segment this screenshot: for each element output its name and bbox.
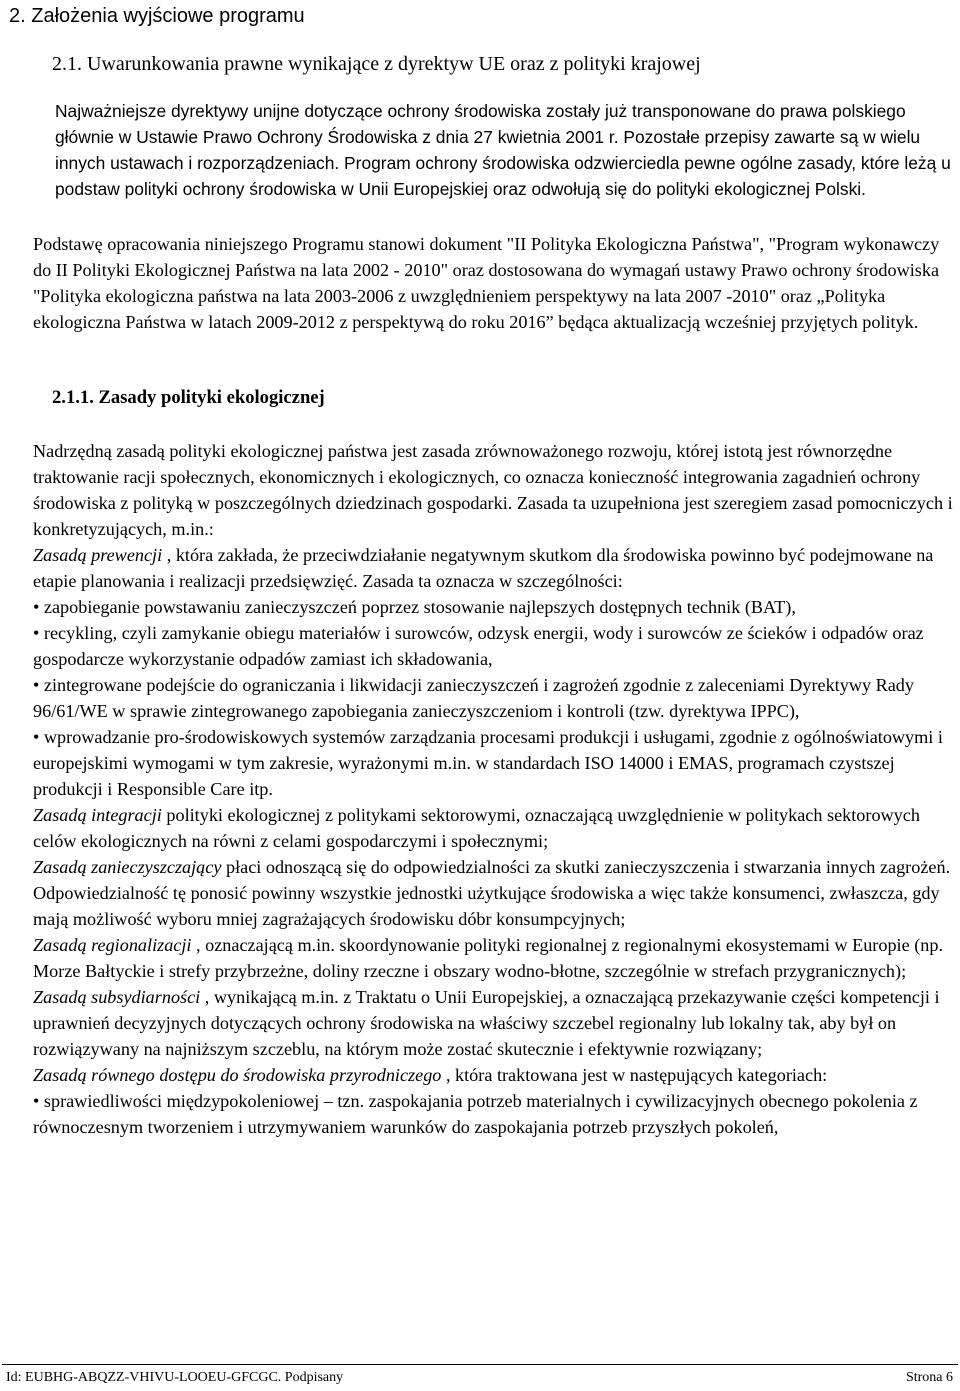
subsection-heading: 2.1. Uwarunkowania prawne wynikające z dyrektyw UE oraz z polityki krajowej <box>52 53 701 75</box>
subsidiarity-principle <box>33 984 958 1062</box>
prevention-term: Zasadą prewencji <box>33 545 163 565</box>
integration-text: polityki ekologicznej z politykami sektorowymi, oznaczającą uwzględnienie w politykach sektorowych celów ekologicznych na równi z celami gospodarczymi i społecznymi; <box>33 805 920 851</box>
regionalization-principle <box>33 932 958 984</box>
intro-text-2: Program ochrony środowiska odzwierciedla pewne ogólne zasady, które leżą u podstaw polityki ochrony środowiska w Unii Europejskiej oraz odwołują się do polityki ekologicznej Polski. <box>55 153 951 199</box>
bullet-item: • wprowadzanie pro-środowiskowych systemów zarządzania procesami produkcji i usługami, zgodnie z ogólnoświatowymi i europejskimi wymogami w tym zakresie, wyrażonymi m.in. w standardach ISO 14000 i EMAS, programach czystszej produkcji i Responsible Care itp. <box>33 727 943 799</box>
section-heading: 2. Założenia wyjściowe programu <box>9 5 305 27</box>
document-id: Id: EUBHG-ABQZZ-VHIVU-LOOEU-GFCGC. Podpisany <box>6 1370 344 1385</box>
intro-text-1: Najważniejsze dyrektywy unijne dotyczące ochrony środowiska zostały już transponowane do prawa polskiego głównie w Ustawie Prawo Ochrony Środowiska z dnia 27 kwietnia 2001 r. Pozostałe przepisy zawarte są w wielu innych ustawach i rozporządzeniach. <box>55 101 921 173</box>
integration-principle <box>33 802 958 854</box>
equal-access-text: , która traktowana jest w następujących kategoriach: <box>441 1065 828 1085</box>
bullet-item: • zapobieganie powstawaniu zanieczyszczeń poprzez stosowanie najlepszych dostępnych technik (BAT), <box>33 597 796 617</box>
regionalization-text: , oznaczającą m.in. skoordynowanie polityki regionalnej z regionalnymi ekosystemami w Europie (np. Morze Bałtyckie i strefy przybrzeżne, doliny rzeczne i obszary wodno-błotne, szczególnie w strefach przygranicznych); <box>33 935 944 981</box>
principles-block <box>33 438 958 1140</box>
prevention-principle <box>33 542 958 594</box>
intro-block-2 <box>33 231 958 335</box>
regionalization-term: Zasadą regionalizacji <box>33 935 192 955</box>
footer-divider <box>2 1364 958 1365</box>
bullet-item: • recykling, czyli zamykanie obiegu materiałów i surowców, odzysk energii, wody i surowców ze ścieków i odpadów oraz gospodarcze wykorzystanie odpadów zamiast ich składowania, <box>33 623 924 669</box>
polluter-pays-principle <box>33 854 958 932</box>
bullet-item: • sprawiedliwości międzypokoleniowej – tzn. zaspokajania potrzeb materialnych i cywilizacyjnych obecnego pokolenia z równoczesnym tworzeniem i utrzymywaniem warunków do zaspokajania potrzeb przyszłych pokoleń, <box>33 1091 918 1137</box>
integration-term: Zasadą integracji <box>33 805 162 825</box>
polluter-pays-text: płaci odnoszącą się do odpowiedzialności za skutki zanieczyszczenia i stwarzania innych zagrożeń. Odpowiedzialność tę ponosić powinny wszystkie jednostki użytkujące środowiska a więc także konsumenci, zwłaszcza, gdy mają możliwość wyboru mniej zagrażających środowisku dóbr konsumpcyjnych; <box>33 857 951 929</box>
subsidiarity-term: Zasadą subsydiarności <box>33 987 201 1007</box>
subsidiarity-text: , wynikającą m.in. z Traktatu o Unii Europejskiej, a oznaczającą przekazywanie części kompetencji i uprawnień decyzyjnych dotyczących ochrony środowiska na właściwy szczebel regionalny lub lokalny tak, aby był on rozwiązywany na najniższym szczeblu, na którym może zostać skutecznie i efektywnie rozwiązany; <box>33 987 940 1059</box>
principles-intro: Nadrzędną zasadą polityki ekologicznej państwa jest zasada zrównoważonego rozwoju, której istotą jest równorzędne traktowanie racji społecznych, ekonomicznych i ekologicznych, co oznacza konieczność integrowania zagadnień ochrony środowiska z polityką w poszczególnych dziedzinach gospodarki. Zasada ta uzupełniona jest szeregiem zasad pomocniczych i konkretyzujących, m.in.: <box>33 441 953 539</box>
equal-access-principle <box>33 1062 958 1088</box>
intro-block <box>33 98 958 202</box>
polluter-pays-term: Zasadą zanieczyszczający <box>33 857 222 877</box>
equal-access-term: Zasadą równego dostępu do środowiska przyrodniczego <box>33 1065 442 1085</box>
page-number: Strona 6 <box>905 1370 953 1385</box>
bullet-item: • zintegrowane podejście do ograniczania i likwidacji zanieczyszczeń i zagrożeń zgodnie z zaleceniami Dyrektywy Rady 96/61/WE w sprawie zintegrowanego zapobiegania zanieczyszczeniom i kontroli (tzw. dyrektywa IPPC), <box>33 675 914 721</box>
prevention-text: , która zakłada, że przeciwdziałanie negatywnym skutkom dla środowiska powinno być podejmowane na etapie planowania i realizacji przedsięwzięć. Zasada ta oznacza w szczególności: <box>33 545 934 591</box>
intro-paragraph-1 <box>33 98 958 202</box>
intro-paragraph-3: Podstawę opracowania niniejszego Programu stanowi dokument "II Polityka Ekologiczna Państwa", "Program wykonawczy do II Polityki Ekologicznej Państwa na lata 2002 - 2010" oraz dostosowana do wymagań ustawy Prawo ochrony środowiska "Polityka ekologiczna państwa na lata 2003-2006 z uwzględnieniem perspektywy na lata 2007 -2010" oraz „Polityka ekologiczna Państwa w latach 2009-2012 z perspektywą do roku 2016” będąca aktualizacją wcześniej przyjętych polityk. <box>33 234 940 332</box>
principles-heading: 2.1.1. Zasady polityki ekologicznej <box>52 387 325 408</box>
